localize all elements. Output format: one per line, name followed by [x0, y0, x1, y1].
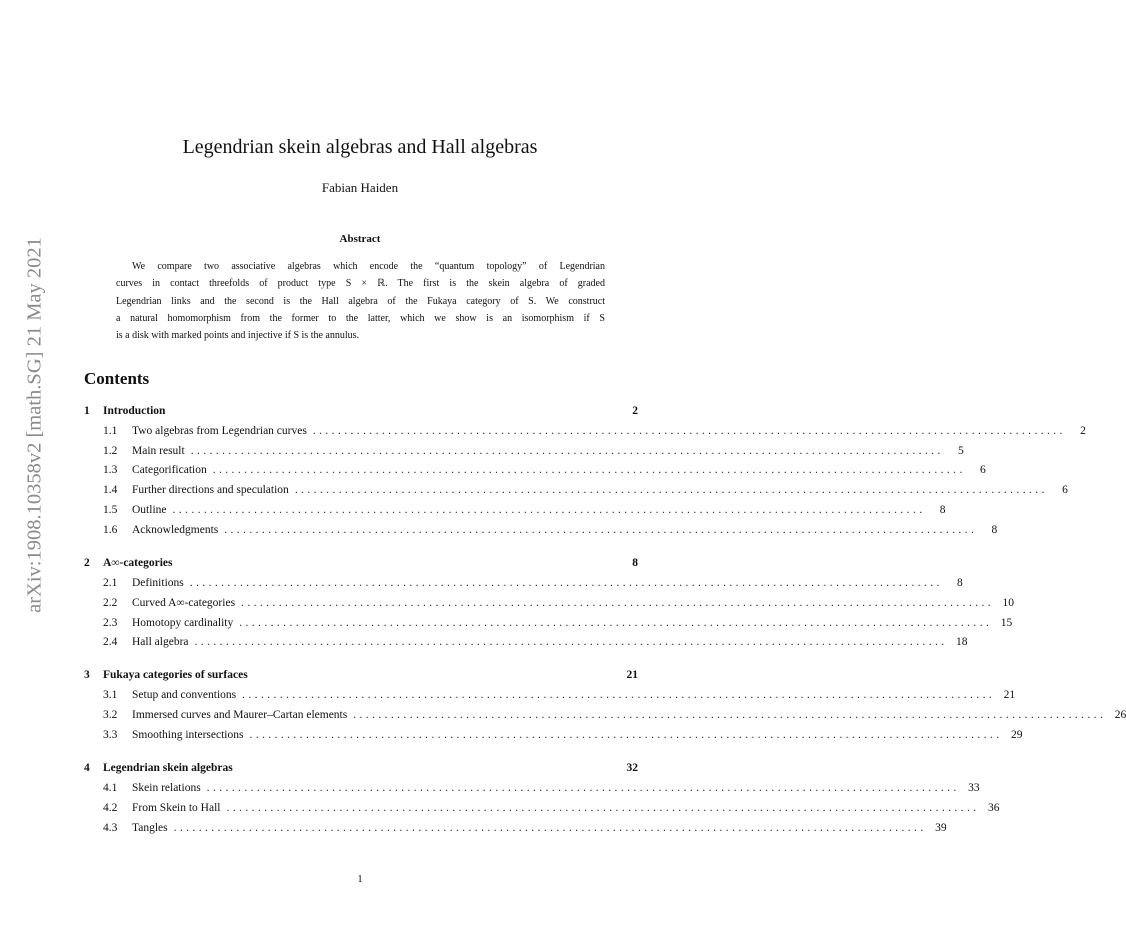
toc-entry-number: 3 — [84, 669, 90, 681]
toc-subsection-entry[interactable] — [84, 636, 968, 652]
toc-subsection-entry[interactable] — [84, 425, 1086, 441]
toc-subsection-entry[interactable] — [84, 464, 986, 480]
toc-entry-page: 21 — [626, 669, 638, 681]
toc-entry-label: Hall algebra — [132, 636, 189, 648]
toc-entry-page: 6 — [1062, 484, 1068, 496]
toc-entry-number: 1 — [84, 405, 90, 417]
toc-section-entry[interactable] — [84, 762, 638, 778]
toc-entry-number: 4.1 — [103, 782, 118, 794]
toc-entry-label: Main result — [132, 445, 185, 457]
toc-entry-page: 8 — [939, 504, 946, 516]
toc-entry-page: 8 — [632, 557, 638, 569]
toc-leader-dots: ........................................................................................................................ — [226, 802, 980, 814]
toc-entry-number: 1.5 — [103, 504, 118, 516]
toc-entry-number: 4.2 — [103, 802, 118, 814]
toc-entry-label: Curved A∞-categories — [132, 597, 236, 609]
toc-entry-page: 6 — [979, 464, 986, 476]
toc-entry-number: 2.4 — [103, 636, 118, 648]
toc-subsection-entry[interactable] — [84, 445, 964, 461]
toc-leader-dots: ........................................................................................................................ — [189, 577, 943, 589]
toc-subsection-entry[interactable] — [84, 709, 1126, 725]
toc-leader-dots: ........................................................................................................................ — [312, 425, 1066, 437]
toc-entry-number: 2 — [84, 557, 90, 569]
toc-subsection-entry[interactable] — [84, 617, 1013, 633]
arxiv-side-label: arXiv:1908.10358v2 [math.SG] 21 May 2021 — [23, 237, 46, 613]
toc-section-entry[interactable] — [84, 669, 638, 685]
toc-entry-number: 1.1 — [103, 425, 118, 437]
toc-entry-label: Tangles — [132, 822, 168, 834]
toc-entry-label: Fukaya categories of surfaces — [103, 669, 248, 681]
page-number: 1 — [357, 873, 363, 885]
toc-entry-label: Legendrian skein algebras — [103, 762, 233, 774]
toc-entry-number: 2.1 — [103, 577, 118, 589]
contents-heading: Contents — [84, 369, 150, 388]
toc-entry-page: 39 — [935, 822, 947, 834]
toc-entry-page: 10 — [1002, 597, 1015, 609]
toc-leader-dots: ........................................................................................................................ — [212, 464, 966, 476]
abstract-line: We compare two associative algebras which encode the “quantum topology” of Legendrian — [132, 261, 605, 272]
toc-subsection-entry[interactable] — [84, 729, 1023, 745]
toc-entry-page: 8 — [957, 577, 963, 589]
author-name: Fabian Haiden — [321, 180, 399, 195]
toc-entry-number: 1.3 — [103, 464, 118, 476]
toc-entry-label: Setup and conventions — [132, 689, 237, 701]
toc-leader-dots: ........................................................................................................................ — [173, 822, 927, 834]
toc-entry-label: Further directions and speculation — [132, 484, 289, 496]
toc-subsection-entry[interactable] — [84, 524, 998, 540]
toc-leader-dots: ........................................................................................................................ — [353, 709, 1107, 721]
abstract-heading: Abstract — [339, 233, 381, 245]
abstract-line: curves in contact threefolds of product type S × ℝ. The first is the skein algebra of graded — [116, 278, 605, 290]
abstract-body — [116, 258, 605, 344]
toc-entry-page: 15 — [1000, 617, 1013, 629]
toc-subsection-entry[interactable] — [84, 577, 963, 593]
abstract-line: is a disk with marked points and injective if S is the annulus. — [116, 330, 360, 342]
toc-entry-label: From Skein to Hall — [132, 802, 221, 814]
toc-subsection-entry[interactable] — [84, 802, 1000, 818]
toc-entry-page: 2 — [632, 405, 638, 417]
toc-leader-dots: ........................................................................................................................ — [172, 504, 926, 516]
toc-section-entry[interactable] — [84, 405, 638, 421]
toc-subsection-entry[interactable] — [84, 782, 980, 798]
toc-entry-number: 2.2 — [103, 597, 118, 609]
toc-leader-dots: ........................................................................................................................ — [239, 617, 993, 629]
toc-entry-page: 8 — [991, 524, 998, 536]
toc-subsection-entry[interactable] — [84, 504, 946, 520]
toc-entry-number: 1.2 — [103, 445, 118, 457]
toc-entry-page: 26 — [1114, 709, 1126, 721]
abstract-line: Legendrian links and the second is the Hall algebra of the Fukaya category of S. We construct — [116, 295, 605, 307]
toc-entry-label: Skein relations — [132, 782, 201, 794]
toc-entry-label: A∞-categories — [103, 557, 173, 569]
toc-entry-number: 3.3 — [103, 729, 118, 741]
toc-leader-dots: ........................................................................................................................ — [241, 597, 995, 609]
toc-entry-label: Introduction — [103, 405, 166, 417]
toc-entry-number: 4.3 — [103, 822, 118, 834]
toc-entry-label: Homotopy cardinality — [132, 617, 234, 629]
toc-leader-dots: ........................................................................................................................ — [206, 782, 960, 794]
toc-leader-dots: ........................................................................................................................ — [194, 636, 948, 648]
toc-leader-dots: ........................................................................................................................ — [242, 689, 996, 701]
abstract-line: a natural homomorphism from the former to the latter, which we show is an isomorphism if S — [116, 312, 605, 324]
toc-entry-number: 1.4 — [103, 484, 118, 496]
toc-entry-page: 33 — [968, 782, 980, 794]
toc-leader-dots: ........................................................................................................................ — [294, 484, 1048, 496]
toc-entry-number: 2.3 — [103, 617, 118, 629]
toc-entry-number: 3.1 — [103, 689, 118, 701]
toc-entry-page: 36 — [988, 802, 1000, 814]
toc-entry-label: Smoothing intersections — [132, 729, 244, 741]
paper-title: Legendrian skein algebras and Hall algebras — [182, 136, 538, 158]
toc-section-entry[interactable] — [84, 557, 638, 573]
toc-entry-label: Immersed curves and Maurer–Cartan elements — [132, 709, 348, 721]
toc-leader-dots: ........................................................................................................................ — [249, 729, 1003, 741]
toc-entry-number: 3.2 — [103, 709, 118, 721]
toc-subsection-entry[interactable] — [84, 484, 1068, 500]
toc-entry-label: Outline — [132, 504, 167, 516]
toc-subsection-entry[interactable] — [84, 597, 1015, 613]
toc-subsection-entry[interactable] — [84, 822, 947, 838]
toc-entry-page: 2 — [1080, 425, 1086, 437]
toc-subsection-entry[interactable] — [84, 689, 1016, 705]
toc-entry-page: 29 — [1010, 729, 1023, 741]
toc-leader-dots: ........................................................................................................................ — [190, 445, 944, 457]
toc-entry-number: 1.6 — [103, 524, 118, 536]
toc-entry-page: 18 — [956, 636, 968, 648]
toc-entry-number: 4 — [84, 762, 90, 774]
toc-entry-label: Two algebras from Legendrian curves — [132, 425, 307, 437]
toc-entry-label: Definitions — [132, 577, 184, 589]
toc-entry-label: Categorification — [132, 464, 207, 476]
toc-entry-page: 5 — [957, 445, 964, 457]
toc-leader-dots: ........................................................................................................................ — [224, 524, 978, 536]
toc-entry-label: Acknowledgments — [132, 524, 219, 536]
toc-entry-page: 32 — [626, 762, 638, 774]
toc-entry-page: 21 — [1003, 689, 1016, 701]
